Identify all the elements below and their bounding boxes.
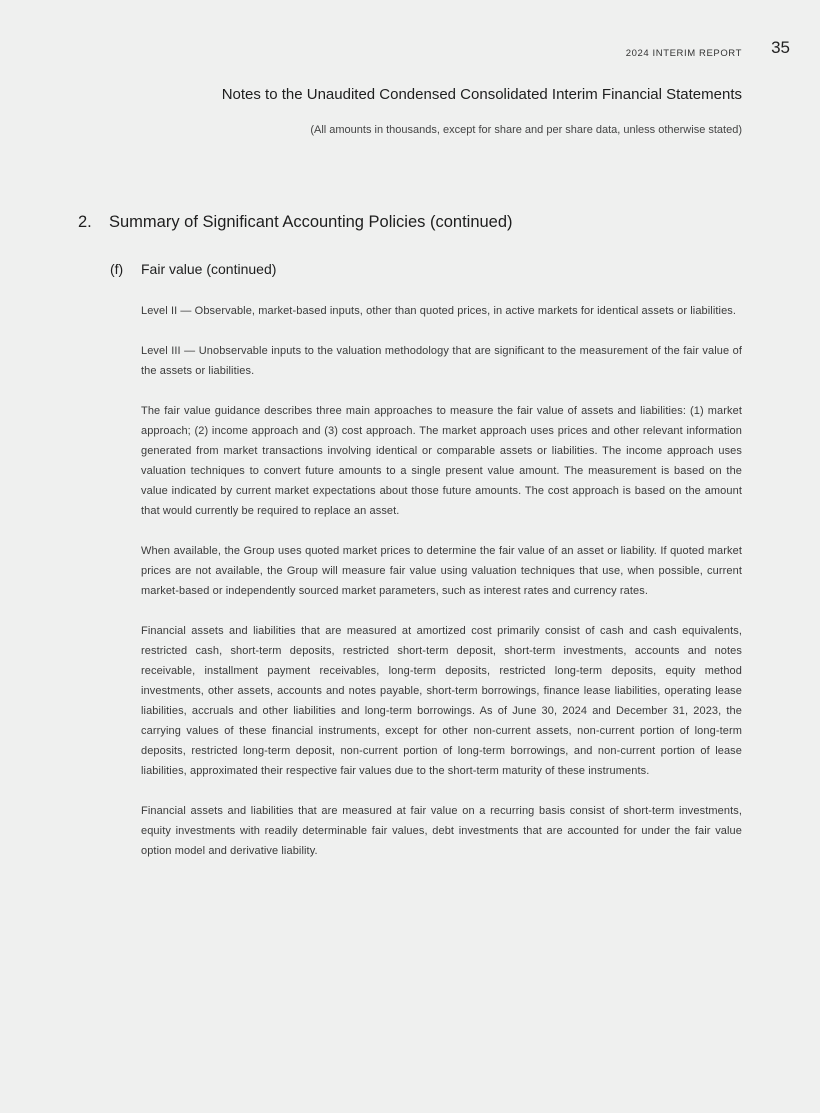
paragraph-amortized-cost: Financial assets and liabilities that are measured at amortized cost primarily consist of cash and cash equivalents, restricted cash, short-term deposits, restricted short-term deposit, short-term investments, accounts and notes receivable, installment payment receivables, long-term deposits, restricted long-term deposits, equity method investments, other assets, accounts and notes payable, short-term borrowings, finance lease liabilities, operating lease liabilities, accruals and other liabilities and long-term borrowings. As of June 30, 2024 and December 31, 2023, the carrying values of these financial instruments, except for other non-current assets, non-current portion of long-term deposits, restricted long-term deposit, non-current portion of long-term borrowings, and non-current portion of lease liabilities, approximated their respective fair values due to the short-term maturity of these instruments. <box>141 625 742 777</box>
body-text <box>141 301 742 881</box>
subsection-title: Fair value (continued) <box>141 261 277 277</box>
section-title: Summary of Significant Accounting Policies (continued) <box>109 213 513 231</box>
paragraph-quoted-prices: When available, the Group uses quoted market prices to determine the fair value of an asset or liability. If quoted market prices are not available, the Group will measure fair value using valuation techniques that use, when possible, current market-based or independently sourced market parameters, such as interest rates and currency rates. <box>141 545 742 597</box>
report-label: 2024 INTERIM REPORT <box>625 48 742 59</box>
notes-title: Notes to the Unaudited Condensed Consolidated Interim Financial Statements <box>221 86 742 103</box>
paragraph-valuation-approaches: The fair value guidance describes three main approaches to measure the fair value of assets and liabilities: (1) market approach; (2) income approach and (3) cost approach. The market approach uses prices and other relevant information generated from market transactions involving identical or comparable assets or liabilities. The income approach uses valuation techniques to convert future amounts to a single present value amount. The measurement is based on the value indicated by current market expectations about those future amounts. The cost approach is based on the amount that would currently be required to replace an asset. <box>141 405 742 517</box>
paragraph-level-iii: Level III — Unobservable inputs to the valuation methodology that are significant to the measurement of the fair value of the assets or liabilities. <box>141 345 742 377</box>
page-number: 35 <box>771 38 790 57</box>
subsection-number: (f) <box>110 261 124 277</box>
paragraph-level-ii: Level II — Observable, market-based inputs, other than quoted prices, in active markets for identical assets or liabilities. <box>141 305 737 317</box>
subsection-heading <box>110 261 276 277</box>
amounts-note: (All amounts in thousands, except for share and per share data, unless otherwise stated) <box>310 124 742 136</box>
section-heading <box>78 213 513 232</box>
section-number: 2. <box>78 213 92 231</box>
paragraph-recurring-fair-value: Financial assets and liabilities that are measured at fair value on a recurring basis consist of short-term investments, equity investments with readily determinable fair values, debt investments that are accounted for under the fair value option model and derivative liability. <box>141 805 742 857</box>
